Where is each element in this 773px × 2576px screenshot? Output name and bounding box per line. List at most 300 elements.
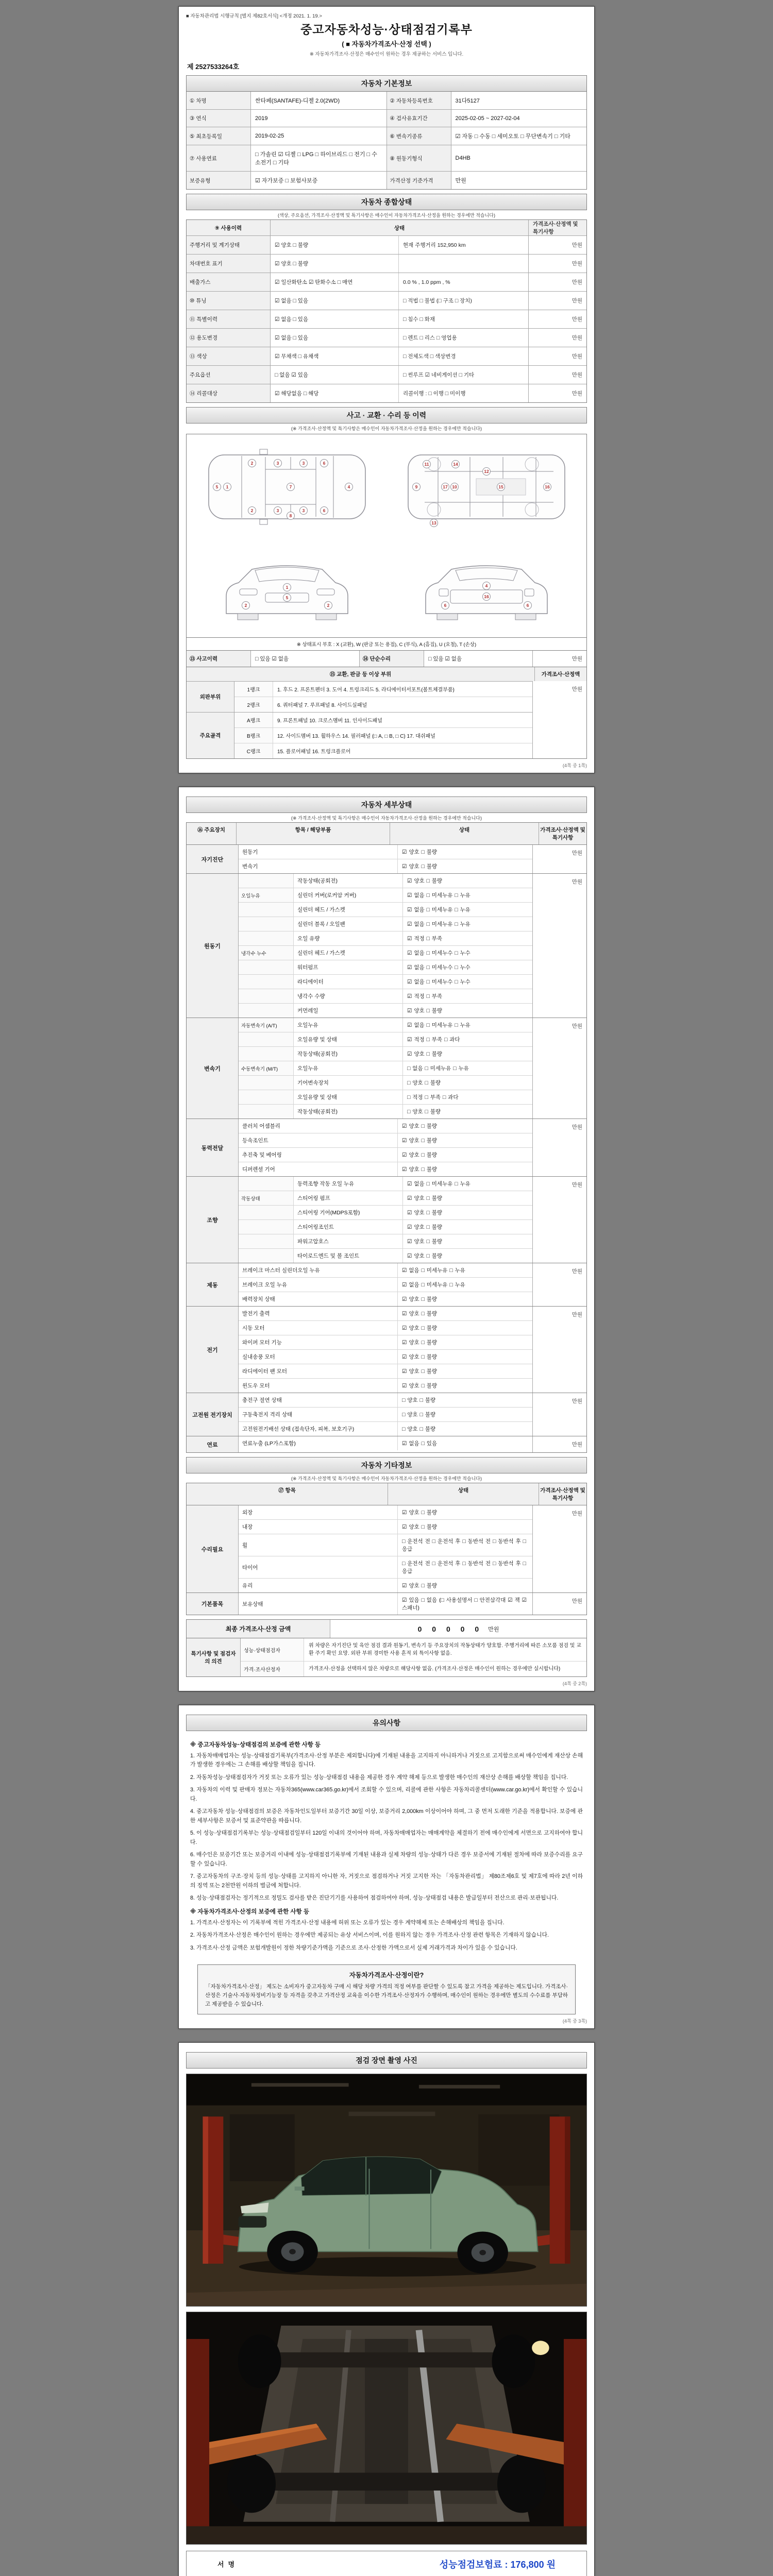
- state-cell: [271, 384, 528, 402]
- inspector-role-label: 가격·조사산정자: [241, 1662, 304, 1676]
- exchange-rank-row: [234, 682, 532, 697]
- fee-label: 성능점검보험료 :: [439, 2559, 508, 2570]
- basic-info-row: [187, 127, 586, 145]
- detail-state-checkboxes[interactable]: ☑ 없음 □ 미세누유 □ 누유: [402, 1282, 465, 1288]
- detail-price-cell: 만원: [532, 1393, 586, 1436]
- svg-text:12: 12: [483, 469, 489, 474]
- exchange-price-cell: 만원: [532, 681, 586, 758]
- exchange-rank-row: [234, 713, 532, 727]
- detail-state-checkboxes[interactable]: ☑ 없음 □ 미세누유 □ 누유: [407, 892, 470, 899]
- exchange-rank-row: [234, 697, 532, 712]
- comprehensive-rows: [187, 235, 586, 402]
- detail-subgroup-label: [239, 1234, 294, 1248]
- detail-state-checkboxes[interactable]: ☑ 양호 □ 불량: [402, 1296, 438, 1302]
- notice-item: 5. 이 성능·상태점검기록부는 성능·상태점검일부터 120일 이내의 것이어야 하며, 자동차매매업자는 매매계약을 체결하기 전에 매수인에게 서면으로 고지하여야 합니다.: [190, 1830, 583, 1845]
- final-price-unit: 만원: [488, 1626, 499, 1633]
- detail-state-checkboxes[interactable]: ☑ 양호 □ 불량: [402, 1325, 438, 1331]
- section-comprehensive-title: 자동차 종합상태: [186, 194, 587, 210]
- state-detail[interactable]: □ 침수 □ 화재: [398, 310, 528, 328]
- svg-text:7: 7: [289, 484, 292, 489]
- svg-text:14: 14: [452, 462, 458, 467]
- svg-text:5: 5: [285, 595, 288, 600]
- notice-subheading: ※ 중고자동차성능·상태점검의 보증에 관한 사항 등: [190, 1742, 321, 1748]
- svg-text:2: 2: [327, 603, 329, 608]
- car-rear-view-diagram: [394, 537, 579, 632]
- notice-item: 3. 가격조사·산정 금액은 보험개발원이 정한 차량기준가액을 기준으로 조사·산정한 가액으로서 실제 거래가격과 차이가 있을 수 있습니다.: [190, 1944, 517, 1951]
- price-cell: 만원: [528, 255, 586, 273]
- detail-row: [239, 1177, 532, 1191]
- state-checkboxes[interactable]: ☑ 없음 □ 있음: [275, 335, 309, 341]
- detail-subgroup-label: [239, 1220, 294, 1234]
- rank-items[interactable]: 12. 사이드멤버 13. 휠하우스 14. 필러패널 (□ A, □ B, □ C) 17. 대쉬패널: [277, 734, 435, 739]
- detail-state-checkboxes[interactable]: ☑ 적정 □ 부족 □ 과다: [407, 1037, 460, 1043]
- detail-group: [187, 1263, 586, 1306]
- detail-item-label: 실린더 커버(로커암 커버): [294, 888, 403, 902]
- detail-row: [239, 1378, 532, 1393]
- rank-items: 15. 플로어패널 16. 트렁크플로어: [277, 749, 351, 755]
- detail-state-checkboxes[interactable]: ☑ 양호 □ 불량: [402, 1123, 438, 1129]
- detail-group-label: 연료: [187, 1436, 239, 1452]
- detail-subgroup-label: 냉각수 누수: [239, 946, 294, 960]
- exchange-group-label: 외판부위: [187, 682, 234, 712]
- etc-item-label: 타이어: [239, 1556, 398, 1578]
- state-detail[interactable]: □ 적법 □ 불법 (□ 구조 □ 장치): [398, 292, 528, 310]
- section-etc-title: 자동차 기타정보: [186, 1457, 587, 1473]
- detail-state-checkboxes[interactable]: ☑ 없음 □ 미세누유 □ 누유: [407, 1022, 470, 1028]
- accident-history-row: [186, 651, 587, 667]
- col-part-header: 항목 / 해당부품: [237, 823, 390, 844]
- svg-text:2: 2: [250, 508, 253, 513]
- detail-row: [239, 1277, 532, 1292]
- detail-item-label: 실린더 헤드 / 가스켓: [294, 946, 403, 960]
- state-checkboxes[interactable]: ☑ 무채색 □ 유채색: [275, 353, 319, 360]
- etc-row: [239, 1556, 532, 1578]
- detail-state-checkboxes[interactable]: ☑ 양호 □ 불량: [402, 1138, 438, 1144]
- field-value[interactable]: ☑ 자동 □ 수동 □ 세미오토 □ 무단변속기 □ 기타: [455, 133, 570, 140]
- detail-group-rows: [239, 1177, 532, 1263]
- etc-state-checkboxes[interactable]: ☑ 양호 □ 불량: [402, 1510, 438, 1516]
- price-survey-info-title: 자동차가격조사·산정이란?: [349, 1972, 424, 1979]
- detail-row: [239, 1407, 532, 1421]
- etc-row: [239, 1593, 532, 1615]
- notice-item: 1. 자동차매매업자는 성능·상태점검기록부(가격조사·산정 부분은 제외합니다)에 기재된 내용을 고지하지 아니하거나 거짓으로 고지함으로써 매수인에게 재산상 손해가 발생한 경우에는 그 손해를 배상할 책임을 집니다.: [190, 1753, 583, 1768]
- etc-state-checkboxes[interactable]: ☑ 양호 □ 불량: [402, 1583, 438, 1589]
- remarks-label: 특기사항 및 점검자의 의견: [187, 1638, 241, 1676]
- field-value: 2025-02-05 ~ 2027-02-04: [455, 115, 520, 122]
- page-mark: (4쪽 중 3쪽): [562, 2018, 587, 2024]
- detail-group-rows: [239, 845, 532, 873]
- etc-row: [239, 1534, 532, 1556]
- detail-row: [239, 1436, 532, 1450]
- detail-group: [187, 1176, 586, 1263]
- damage-code-legend: ※ 상태표시 부호 : X (교환), W (판금 또는 용접), C (부식), A (흠집), U (요철), T (손상): [186, 638, 587, 651]
- comprehensive-row: [187, 273, 586, 291]
- signature-label: 서명: [217, 2561, 239, 2569]
- etc-group: [187, 1592, 586, 1615]
- detail-subgroup-label: [239, 1004, 294, 1018]
- detail-state-checkboxes[interactable]: ☑ 양호 □ 불량: [402, 1368, 438, 1375]
- detail-subgroup-label: 오일누유: [239, 888, 294, 902]
- detail-item-label: 오일누유: [294, 1018, 403, 1032]
- rank-items: 1. 후드 2. 프론트펜더 3. 도어 4. 트렁크리드 5. 라디에이터서포트(볼트체결부품): [277, 687, 455, 693]
- section-notice-title: 유의사항: [186, 1715, 587, 1731]
- etc-state-checkboxes[interactable]: □ 운전석 전 □ 운전석 후 □ 동반석 전 □ 동반석 후 □ 응급: [402, 1538, 527, 1552]
- page-mark: (4쪽 중 1쪽): [562, 763, 587, 768]
- etc-groups: [187, 1505, 586, 1615]
- field-label: ② 자동차등록번호: [387, 92, 451, 109]
- notice-item: 3. 자동차의 이력 및 판매자 정보는 자동차365(www.car365.go.kr)에서 조회할 수 있으며, 리콜에 관한 사항은 자동차리콜센터(www.car.go.kr)에서 확인할 수 있습니다.: [190, 1787, 583, 1802]
- state-checkboxes[interactable]: ☑ 해당없음 □ 해당: [275, 391, 319, 397]
- detail-item-label: 스티어링조인트: [294, 1220, 403, 1234]
- detail-row: [239, 1364, 532, 1378]
- detail-row: [239, 1119, 532, 1133]
- state-cell: [271, 366, 528, 384]
- detail-subgroup-label: [239, 1076, 294, 1090]
- etc-col-state-header: 상태: [388, 1483, 539, 1505]
- etc-row: [239, 1505, 532, 1519]
- detail-group-label: 원동기: [187, 874, 239, 1018]
- detail-item-label: 실내송풍 모터: [239, 1350, 398, 1364]
- field-label: ④ 검사유효기간: [387, 110, 451, 127]
- basic-info-row: [187, 92, 586, 109]
- etc-item-label: 보유상태: [239, 1593, 398, 1615]
- detail-state-checkboxes[interactable]: ☑ 양호 □ 불량: [402, 1166, 438, 1173]
- detail-state-checkboxes[interactable]: ☑ 양호 □ 불량: [402, 1340, 438, 1346]
- state-checkboxes[interactable]: ☑ 없음 □ 있음: [275, 298, 309, 304]
- remarks-row: [241, 1661, 586, 1676]
- svg-text:3: 3: [276, 461, 279, 466]
- svg-text:4: 4: [485, 583, 488, 588]
- col-price-header: 가격조사·산정액 및 특기사항: [540, 827, 585, 841]
- rank-label: B랭크: [234, 728, 273, 743]
- exchange-price-header: 가격조사·산정액: [541, 671, 580, 677]
- detail-item-label: 발전기 출력: [239, 1307, 398, 1320]
- state-checkboxes[interactable]: ☑ 없음 □ 있음: [275, 316, 309, 323]
- state-cell: [271, 273, 528, 291]
- state-checkboxes[interactable]: ☑ 일산화탄소 ☑ 탄화수소 □ 매연: [275, 279, 353, 285]
- exchange-group: [187, 712, 532, 758]
- svg-text:4: 4: [347, 484, 350, 489]
- detail-state-checkboxes[interactable]: □ 양호 □ 불량: [407, 1109, 441, 1115]
- detail-group-label: 고전원 전기장치: [187, 1393, 239, 1436]
- etc-item-label: 내장: [239, 1520, 398, 1534]
- field-value: 31다5127: [455, 98, 480, 104]
- detail-item-label: 변속기: [239, 859, 398, 873]
- svg-text:3: 3: [302, 461, 305, 466]
- price-survey-info-text: 「자동차가격조사·산정」 제도는 소비자가 중고자동차 구매 시 해당 차량 가격의 적정 여부를 판단할 수 있도록 참고 가격을 제공하는 제도입니다. 가격조사·산정은 기술사·자동차정비기능장 등 자격을 갖추고 가격산정 교육을 이수한 가격조사·산정자가 수행하며, 매수인이 원하는 경우에만 별도의 수수료를 부담하고 제공받을 수 있습니다.: [205, 1984, 568, 2007]
- accident-history-label: ⑬ 사고이력: [187, 651, 251, 667]
- detail-state-checkboxes[interactable]: □ 양호 □ 불량: [402, 1412, 436, 1418]
- detail-item-label: 배력장치 상태: [239, 1292, 398, 1306]
- rank-items: 9. 프론트패널 10. 크로스멤버 11. 인사이드패널: [277, 718, 382, 724]
- detail-price-cell: 만원: [532, 1307, 586, 1393]
- detail-row: [239, 1421, 532, 1436]
- rank-label: 2랭크: [234, 697, 273, 712]
- detail-subgroup-label: [239, 975, 294, 989]
- simple-repair-label: ⑭ 단순수리: [360, 651, 424, 667]
- detail-row: [239, 902, 532, 917]
- state-cell: [271, 255, 528, 273]
- detail-state-checkboxes[interactable]: ☑ 없음 □ 미세누수 □ 누수: [407, 979, 470, 985]
- detail-group-rows: [239, 1119, 532, 1176]
- svg-text:15: 15: [498, 484, 503, 489]
- detail-item-label: 작동상태(공회전): [294, 1047, 403, 1061]
- detail-subgroup-label: [239, 1206, 294, 1219]
- detail-state-checkboxes[interactable]: ☑ 양호 □ 불량: [402, 863, 438, 870]
- state-checkboxes[interactable]: ☑ 양호 □ 불량: [275, 242, 309, 248]
- detail-state-checkboxes[interactable]: ☑ 없음 □ 미세누유 □ 누유: [407, 1181, 470, 1187]
- detail-state-checkboxes[interactable]: ☑ 없음 □ 미세누수 □ 누수: [407, 964, 470, 971]
- detail-group-label: 전기: [187, 1307, 239, 1393]
- inspector-opinion-text: 위 차량은 자기진단 및 육안 점검 결과 원동기, 변속기 등 주요장치의 작동상태가 양호함. 주행거리에 따른 소모품 점검 및 교환 주기 확인 요망. 외판 부위 경미한 사용 흔적 외 특이사항 없음.: [309, 1643, 581, 1656]
- notice-item: 2. 자동차성능·상태점검자가 거짓 또는 오류가 있는 성능·상태점검 내용을 제공한 경우 계약 해제 등으로 발생한 매수인의 재산상 손해를 배상할 책임을 집니다.: [190, 1774, 568, 1781]
- sheet-photos: [178, 2042, 595, 2576]
- price-survey-info-box: [197, 1964, 576, 2014]
- detail-group: [187, 1306, 586, 1393]
- state-cell: [271, 329, 528, 347]
- detail-item-label: 파워고압호스: [294, 1234, 403, 1248]
- basic-info-row: [187, 145, 586, 171]
- comprehensive-table: [186, 219, 587, 403]
- detail-state-checkboxes[interactable]: □ 없음 □ 미세누유 □ 누유: [407, 1065, 469, 1072]
- detail-row: [239, 1046, 532, 1061]
- detail-state-checkboxes[interactable]: ☑ 양호 □ 불량: [407, 1224, 443, 1230]
- comprehensive-row: [187, 328, 586, 347]
- car-damage-diagram: [186, 434, 587, 638]
- etc-state-checkboxes[interactable]: ☑ 양호 □ 불량: [402, 1524, 438, 1530]
- field-value[interactable]: ☑ 자가보증 □ 보험사보증: [251, 172, 387, 189]
- state-cell: [271, 292, 528, 310]
- price-cell: 만원: [528, 273, 586, 291]
- state-detail[interactable]: □ 썬루프 ☑ 네비게이션 □ 기타: [398, 366, 528, 384]
- field-label: ① 차명: [187, 92, 251, 109]
- state-checkboxes[interactable]: ☑ 양호 □ 불량: [275, 261, 309, 267]
- detail-item-label: 스티어링 기어(MDPS포함): [294, 1206, 403, 1219]
- car-underbody-diagram: [394, 439, 579, 534]
- detail-state-checkboxes[interactable]: ☑ 양호 □ 불량: [407, 1210, 443, 1216]
- svg-text:3: 3: [276, 508, 279, 513]
- exchange-rank-row: [234, 727, 532, 743]
- svg-text:16: 16: [483, 594, 489, 599]
- state-checkboxes[interactable]: □ 없음 ☑ 있음: [275, 372, 309, 378]
- detail-subgroup-label: [239, 903, 294, 917]
- state-cell: [271, 310, 528, 328]
- detail-row: [239, 859, 532, 873]
- etc-group-rows: [239, 1505, 532, 1592]
- exchange-groups: [187, 681, 532, 758]
- rank-items: 6. 쿼터패널 7. 루프패널 8. 사이드실패널: [277, 703, 367, 708]
- detail-state-checkboxes[interactable]: ☑ 양호 □ 불량: [402, 1152, 438, 1158]
- detail-state-checkboxes[interactable]: □ 적정 □ 부족 □ 과다: [407, 1094, 459, 1100]
- page-mark: (4쪽 중 2쪽): [562, 1681, 587, 1686]
- detail-state-checkboxes[interactable]: ☑ 적정 □ 부족: [407, 936, 443, 942]
- item-label: 주행거리 및 계기상태: [187, 236, 271, 254]
- section-basic-title: 자동차 기본정보: [186, 75, 587, 92]
- field-label: ⑧ 원동기형식: [387, 145, 451, 171]
- state-detail[interactable]: 리콜이행 : □ 이행 □ 미이행: [398, 384, 528, 402]
- etc-row: [239, 1578, 532, 1592]
- detail-state-checkboxes[interactable]: □ 양호 □ 불량: [402, 1426, 436, 1432]
- detail-state-checkboxes[interactable]: ☑ 양호 □ 불량: [407, 1008, 443, 1014]
- etc-state-checkboxes[interactable]: □ 운전석 전 □ 운전석 후 □ 동반석 전 □ 동반석 후 □ 응급: [402, 1561, 527, 1574]
- detail-subgroup-label: 자동변속기 (A/T): [239, 1018, 294, 1032]
- state-detail[interactable]: □ 전체도색 □ 색상변경: [398, 347, 528, 365]
- etc-header: [187, 1483, 586, 1505]
- col-price-header: 가격조사·산정액 및 특기사항: [533, 221, 578, 235]
- form-title: 중고자동차성능·상태점검기록부: [300, 23, 473, 36]
- field-label: ⑦ 사용연료: [187, 145, 251, 171]
- detail-row: [239, 1205, 532, 1219]
- detail-item-label: 작동상태(공회전): [294, 1105, 403, 1118]
- detail-state-checkboxes[interactable]: ☑ 없음 □ 미세누유 □ 누유: [402, 1267, 465, 1274]
- etc-group: [187, 1505, 586, 1592]
- notice-item: 4. 중고자동차 성능·상태점검의 보증은 자동차인도일부터 보증기간 30일 이상, 보증거리 2,000km 이상이어야 하며, 그 중 먼저 도래한 기준을 적용합니다. 보증에 관한 세부사항은 보증서 및 표준약관을 따릅니다.: [190, 1808, 583, 1824]
- detail-state-checkboxes[interactable]: □ 양호 □ 불량: [402, 1397, 436, 1403]
- svg-text:9: 9: [415, 484, 417, 489]
- detail-group-rows: [239, 1263, 532, 1306]
- etc-item-label: 유리: [239, 1579, 398, 1592]
- detail-item-label: 라디에이터: [294, 975, 403, 989]
- detail-state-checkboxes[interactable]: □ 양호 □ 불량: [407, 1080, 441, 1086]
- state-detail: 현재 주행거리 152,950 km: [398, 236, 528, 254]
- detail-price-cell: 만원: [532, 1436, 586, 1452]
- detail-row: [239, 1133, 532, 1147]
- detail-item-label: 구동축전지 격리 상태: [239, 1408, 398, 1421]
- detail-row: [239, 1075, 532, 1090]
- field-value: 2019-02-25: [251, 127, 387, 145]
- state-detail[interactable]: □ 렌트 □ 리스 □ 영업용: [398, 329, 528, 347]
- svg-text:6: 6: [444, 603, 446, 608]
- exchange-rank-row: [234, 743, 532, 758]
- detail-group: [187, 1118, 586, 1176]
- svg-text:6: 6: [526, 603, 529, 608]
- detail-item-label: 브레이크 마스터 실린더오일 누유: [239, 1263, 398, 1277]
- detail-subgroup-label: [239, 917, 294, 931]
- sheet-basic-comprehensive: [178, 6, 595, 773]
- detail-row: [239, 1061, 532, 1075]
- detail-row: [239, 1349, 532, 1364]
- signature-row: [186, 2551, 587, 2576]
- detail-row: [239, 1292, 532, 1306]
- detail-state-checkboxes[interactable]: ☑ 없음 □ 미세누수 □ 누수: [407, 950, 470, 956]
- etc-row: [239, 1519, 532, 1534]
- etc-state-checkboxes[interactable]: ☑ 있음 □ 없음 (□ 사용설명서 □ 안전삼각대 ☑ 잭 ☑ 스패너): [402, 1597, 527, 1611]
- detail-state-checkboxes[interactable]: ☑ 양호 □ 불량: [407, 878, 443, 884]
- detail-state-checkboxes[interactable]: ☑ 없음 □ 있음: [402, 1440, 438, 1447]
- comprehensive-row: [187, 291, 586, 310]
- col-item-header: ⑨ 사용이력: [187, 220, 271, 235]
- detail-row: [239, 1090, 532, 1104]
- detail-state-checkboxes[interactable]: ☑ 양호 □ 불량: [402, 849, 438, 855]
- svg-text:2: 2: [244, 603, 247, 608]
- detail-item-label: 와이퍼 모터 기능: [239, 1335, 398, 1349]
- detail-item-label: 오일유량 및 상태: [294, 1090, 403, 1104]
- detail-subgroup-label: [239, 931, 294, 945]
- detail-subgroup-label: [239, 874, 294, 888]
- exchange-label: ⑮ 교환, 판금 등 이상 부위: [187, 667, 535, 681]
- notice-subheading: ※ 자동차가격조사·산정의 보증에 관한 사항 등: [190, 1908, 309, 1915]
- detail-item-label: 스티어링 펌프: [294, 1191, 403, 1205]
- fee-value: 176,800 원: [510, 2559, 556, 2570]
- detail-item-label: 실린더 블록 / 오일팬: [294, 917, 403, 931]
- price-cell: 만원: [528, 366, 586, 384]
- detail-state-checkboxes[interactable]: ☑ 양호 □ 불량: [407, 1239, 443, 1245]
- detail-state-checkboxes[interactable]: ☑ 양호 □ 불량: [402, 1383, 438, 1389]
- basic-info-table: [186, 92, 587, 190]
- detail-group-rows: [239, 1307, 532, 1393]
- detail-item-label: 커먼레일: [294, 1004, 403, 1018]
- detail-row: [239, 974, 532, 989]
- etc-item-label: 휠: [239, 1534, 398, 1556]
- detail-group: [187, 1436, 586, 1452]
- rank-label: 1랭크: [234, 682, 273, 697]
- detail-item-label: 충전구 절연 상태: [239, 1393, 398, 1407]
- detail-item-label: 오일 유량: [294, 931, 403, 945]
- form-reference: ■ 자동차관리법 시행규칙 [별지 제82호서식] <개정 2021. 1. 19.>: [186, 13, 322, 19]
- field-value: 싼타페(SANTAFE)-디젤 2.0(2WD): [251, 92, 387, 109]
- detail-subgroup-label: [239, 989, 294, 1003]
- detail-state-checkboxes[interactable]: ☑ 양호 □ 불량: [407, 1051, 443, 1057]
- detail-state-checkboxes[interactable]: ☑ 양호 □ 불량: [402, 1354, 438, 1360]
- field-value: 만원: [455, 178, 466, 184]
- field-value[interactable]: □ 가솔린 ☑ 디젤 □ LPG □ 하이브리드 □ 전기 □ 수소전기 □ 기타: [251, 145, 387, 171]
- detail-group: [187, 844, 586, 873]
- detail-price-cell: 만원: [532, 1119, 586, 1176]
- detail-item-label: 기어변속장치: [294, 1076, 403, 1090]
- inspection-photo-1: [186, 2074, 587, 2307]
- field-value: 2019: [251, 110, 387, 127]
- detail-state-checkboxes[interactable]: ☑ 양호 □ 불량: [407, 1195, 443, 1201]
- detail-item-label: 실린더 헤드 / 가스켓: [294, 903, 403, 917]
- detail-state-checkboxes[interactable]: ☑ 없음 □ 미세누유 □ 누유: [407, 907, 470, 913]
- simple-repair-state[interactable]: □ 있음 ☑ 없음: [424, 651, 533, 667]
- inspection-photo-2: [186, 2312, 587, 2545]
- price-cell: 만원: [528, 236, 586, 254]
- detail-row: [239, 1307, 532, 1320]
- notice-item: 8. 성능·상태점검자는 정기적으로 정밀도 검사를 받은 진단기기를 사용하여 점검하여야 하며, 성능·상태점검 내용은 발급일부터 전산으로 관리·보관됩니다.: [190, 1895, 559, 1902]
- notice-item: 7. 중고자동차의 구조·장치 등의 성능·상태를 고지하지 아니한 자, 거짓으로 점검하거나 거짓 고지한 자는 「자동차관리법」 제80조제6호 및 제7호에 따라 2년 이하의 징역 또는 2천만원 이하의 벌금에 처합니다.: [190, 1873, 583, 1889]
- detail-item-label: 디퍼렌셜 기어: [239, 1162, 398, 1176]
- detail-state-checkboxes[interactable]: ☑ 양호 □ 불량: [407, 1253, 443, 1259]
- field-label: ③ 연식: [187, 110, 251, 127]
- details-note: (※ 가격조사·산정액 및 특기사항은 매수인이 자동차가격조사·산정을 원하는 경우에만 적습니다): [291, 816, 482, 821]
- svg-text:5: 5: [215, 484, 218, 489]
- svg-text:11: 11: [424, 462, 429, 467]
- etc-col-item-header: ⑰ 항목: [187, 1483, 388, 1505]
- detail-subgroup-label: [239, 1047, 294, 1061]
- col-device-header: ⑯ 주요장치: [187, 823, 237, 844]
- accident-history-state[interactable]: □ 있음 ☑ 없음: [251, 651, 360, 667]
- inspector-opinion-text: 가격조사·산정을 선택하지 않은 차량으로 해당사항 없음. (가격조사·산정은 매수인이 원하는 경우에만 실시합니다): [309, 1666, 561, 1672]
- detail-row: [239, 1003, 532, 1018]
- field-label: ⑥ 변속기종류: [387, 127, 451, 145]
- remarks-box: [186, 1638, 587, 1677]
- section-photos-title: 점검 장면 촬영 사진: [186, 2052, 587, 2069]
- comprehensive-note: (색상, 주요옵션, 가격조사·산정액 및 특기사항은 매수인이 자동차가격조사·산정을 원하는 경우에만 적습니다): [277, 213, 496, 218]
- etc-col-price-header: 가격조사·산정액 및 특기사항: [540, 1487, 585, 1501]
- detail-state-checkboxes[interactable]: ☑ 적정 □ 부족: [407, 993, 443, 999]
- detail-item-label: 시동 모터: [239, 1321, 398, 1335]
- detail-state-checkboxes[interactable]: ☑ 없음 □ 미세누유 □ 누유: [407, 921, 470, 927]
- detail-item-label: 작동상태(공회전): [294, 874, 403, 888]
- detail-state-checkboxes[interactable]: ☑ 양호 □ 불량: [402, 1311, 438, 1317]
- detail-price-cell: 만원: [532, 1263, 586, 1306]
- detail-row: [239, 1032, 532, 1046]
- item-label: ⑬ 색상: [187, 347, 271, 365]
- document-number: 제 2527533264호: [187, 63, 240, 71]
- section-details-title: 자동차 세부상태: [186, 796, 587, 813]
- col-state-header: 상태: [390, 823, 539, 844]
